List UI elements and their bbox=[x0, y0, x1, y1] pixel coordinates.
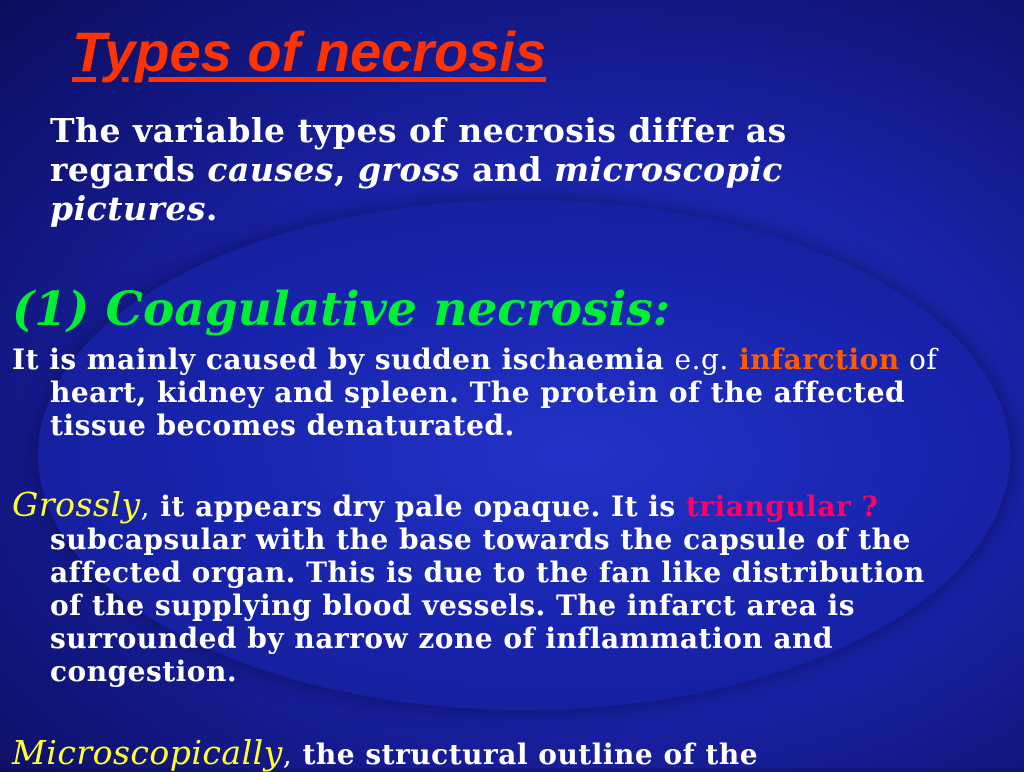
paragraph-causes bbox=[12, 343, 950, 442]
p1-space bbox=[729, 343, 739, 376]
p2-text-2: subcapsular with the base towards the capsule of the affected organ. This is due to the fan like distribution of the supplying blood vessels. The infarct area is surrounded by narrow zone of inflammation and congestion. bbox=[50, 523, 925, 688]
p2-comma: , bbox=[140, 490, 150, 523]
p2-text: it appears dry pale opaque. It is bbox=[149, 490, 686, 523]
intro-paragraph bbox=[50, 111, 930, 228]
section-heading: (1) Coagulative necrosis: bbox=[12, 282, 671, 337]
paragraph-grossly bbox=[12, 485, 950, 688]
p2-triangular: triangular ? bbox=[685, 490, 879, 523]
intro-and: and bbox=[460, 150, 555, 189]
p1-eg: e.g. bbox=[674, 343, 729, 376]
intro-gross: gross bbox=[357, 150, 461, 189]
p1-text: It is mainly caused by sudden ischaemia bbox=[12, 343, 675, 376]
p1-text-2: heart, kidney and spleen. The protein of the affected tissue becomes denaturated. bbox=[50, 376, 906, 442]
p3-lead-microscopically: Microscopically bbox=[12, 733, 283, 772]
p2-lead-grossly: Grossly bbox=[12, 485, 141, 524]
intro-causes: causes bbox=[207, 150, 334, 189]
p1-infarction: infarction bbox=[739, 343, 900, 376]
slide-title: Types of necrosis bbox=[72, 20, 547, 83]
intro-period: . bbox=[205, 189, 218, 228]
intro-microscopic-pictures: microscopic pictures bbox=[50, 150, 783, 228]
p1-of: of bbox=[899, 343, 938, 376]
intro-comma: , bbox=[334, 150, 358, 189]
p3-text: the structural outline of the bbox=[292, 738, 759, 771]
intro-text: The variable types of necrosis differ as regards bbox=[50, 111, 787, 189]
p3-comma: , bbox=[282, 738, 293, 771]
paragraph-microscopically bbox=[12, 733, 950, 772]
